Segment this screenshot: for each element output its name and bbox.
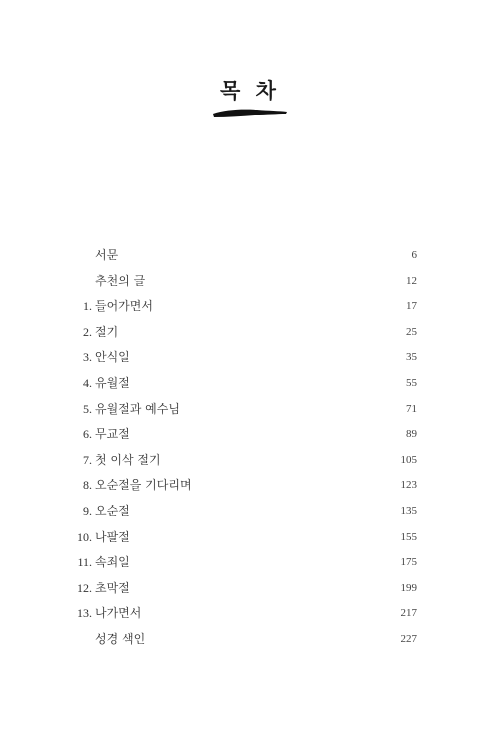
toc-entry-title: 성경 색인 [95, 631, 146, 646]
toc-entry-number: 1. [83, 299, 92, 314]
toc-entry-page: 155 [400, 530, 417, 543]
toc-entry-number: 13. [77, 606, 92, 621]
toc-entry[interactable] [0, 397, 500, 423]
toc-entry-title: 들어가면서 [95, 299, 153, 314]
toc-entry-page: 6 [411, 249, 417, 261]
heading-block [0, 78, 500, 119]
toc-entry-title: 안식일 [95, 350, 130, 365]
toc-entry[interactable] [0, 269, 500, 295]
toc-entry-page: 217 [400, 607, 417, 620]
toc-entry[interactable] [0, 294, 500, 320]
table-of-contents [0, 243, 500, 653]
toc-entry-page: 55 [406, 376, 417, 389]
toc-entry-title: 속죄일 [95, 555, 130, 570]
toc-entry-page: 35 [406, 351, 417, 364]
toc-entry-page: 199 [400, 581, 417, 594]
toc-entry-number: 4. [83, 375, 92, 390]
toc-entry[interactable] [0, 525, 500, 551]
toc-entry-title: 무교절 [95, 427, 130, 442]
toc-entry-title: 오순절을 기다리며 [95, 478, 192, 493]
toc-entry[interactable] [0, 627, 500, 653]
toc-entry-number: 11. [77, 555, 92, 570]
toc-entry-title: 절기 [95, 324, 119, 339]
toc-entry-title: 초막절 [95, 580, 130, 595]
toc-entry-number: 5. [83, 401, 92, 416]
toc-entry[interactable] [0, 499, 500, 525]
toc-entry-number: 7. [83, 452, 92, 467]
page-title: 목 차 [220, 78, 280, 103]
toc-entry[interactable] [0, 320, 500, 346]
toc-entry[interactable] [0, 448, 500, 474]
toc-entry[interactable] [0, 371, 500, 397]
toc-entry-number: 6. [83, 427, 92, 442]
toc-entry-page: 12 [406, 274, 417, 287]
toc-entry-page: 89 [406, 428, 417, 441]
toc-entry-page: 17 [406, 300, 417, 313]
toc-entry[interactable] [0, 345, 500, 371]
toc-entry-page: 175 [400, 556, 417, 569]
toc-entry-page: 25 [406, 325, 417, 338]
toc-entry-page: 105 [400, 453, 417, 466]
toc-entry-title: 나팔절 [95, 529, 130, 544]
toc-entry-page: 227 [400, 632, 417, 645]
toc-entry-number: 2. [83, 324, 92, 339]
toc-entry-page: 135 [400, 504, 417, 517]
toc-entry-page: 71 [406, 402, 417, 415]
toc-entry[interactable] [0, 601, 500, 627]
toc-entry[interactable] [0, 576, 500, 602]
toc-entry-title: 첫 이삭 절기 [95, 452, 161, 467]
toc-entry-title: 서문 [95, 248, 119, 262]
toc-entry-number: 8. [83, 478, 92, 493]
toc-entry-title: 추천의 글 [95, 273, 146, 288]
toc-entry-title: 유월절 [95, 375, 130, 390]
toc-entry[interactable] [0, 243, 500, 269]
toc-entry-number: 9. [83, 503, 92, 518]
toc-entry-number: 10. [77, 529, 92, 544]
toc-entry-number: 12. [77, 580, 92, 595]
toc-entry[interactable] [0, 550, 500, 576]
toc-entry-page: 123 [400, 479, 417, 492]
brush-stroke-underline [211, 107, 289, 119]
toc-entry[interactable] [0, 422, 500, 448]
toc-entry[interactable] [0, 473, 500, 499]
toc-entry-title: 유월절과 예수님 [95, 401, 180, 416]
toc-entry-title: 오순절 [95, 503, 130, 518]
toc-entry-title: 나가면서 [95, 606, 142, 621]
toc-entry-number: 3. [83, 350, 92, 365]
